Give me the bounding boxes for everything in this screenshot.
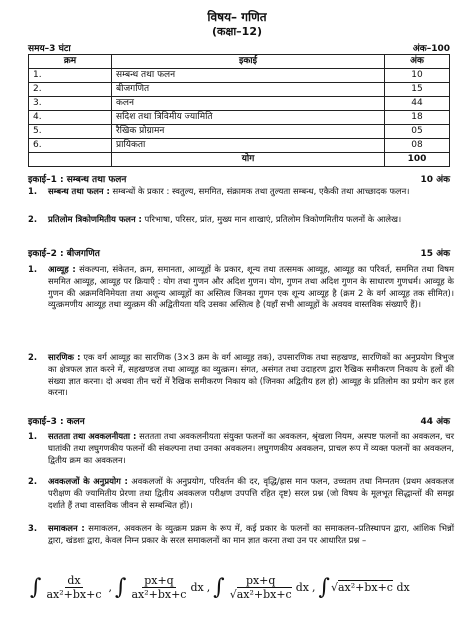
unit-marks: 15 अंक — [420, 249, 450, 259]
table-cell: 10 — [385, 69, 450, 83]
table-cell: 4. — [29, 111, 112, 125]
list-item — [28, 431, 454, 466]
item-text: सम्बन्धों के प्रकार : स्वतुल्य, सममित, संक्रामक तथा तुल्यता सम्बन्ध, एकैकी तथा आच्छादक फलन। — [109, 186, 410, 196]
item-lead: अवकलजों के अनुप्रयोग : — [48, 476, 128, 486]
integral-sign: ∫ — [213, 574, 225, 600]
list-item — [28, 214, 454, 226]
class-title: (कक्षा–12) — [211, 25, 263, 38]
time-label: समय–3 घंटा — [28, 44, 71, 54]
item-lead: सम्बन्ध तथा फलन : — [48, 186, 110, 196]
list-item — [28, 264, 454, 311]
table-row — [29, 97, 450, 111]
item-text: एक वर्ग आव्यूह का सारणिक (3×3 क्रम के वर्ग आव्यूह तक), उपसारणिक तथा सहखण्ड, सारणिकों का अनुप्रयोग त्रिभुज का क्षेत्रफल ज्ञात करने में, सहखण्डज तथा आव्यूह का व्युत्क्रम। संगत, असंगत तथा उदाहरण द्वारा रैखिक समीकरण निकाय के हलों की संख्या ज्ञात करना। दो अथवा तीन चरों में रैखिक समीकरण निकाय को (जिनका अद्वितीय हल हो) आव्यूह के प्रतिलोम का प्रयोग कर हल करना। — [48, 352, 454, 398]
item-number: 1. — [28, 264, 38, 274]
table-cell: कलन — [112, 97, 385, 111]
table-cell: 6. — [29, 139, 112, 153]
table-row — [29, 69, 450, 83]
table-cell: 18 — [385, 111, 450, 125]
item-text: सततता तथा अवकलनीयता संयुक्त फलनों का अवकलन, श्रृंखला नियम, अस्पष्ट फलनों का अवकलन, चर घातांकी तथा लघुगणकीय फलनों की संकल्पना तथा उनका अवकलन। लघुगणकीय अवकलन, प्राचल रूप में व्यक्त फलनों का अवकलन, द्वितीय क्रम का अवकलन। — [48, 431, 455, 465]
list-item — [28, 523, 454, 547]
item-lead: आव्यूह : — [48, 264, 76, 274]
unit-marks: 44 अंक — [420, 417, 450, 427]
subject-title: विषय– गणित — [207, 10, 267, 24]
table-cell: रैखिक प्रोग्रामन — [112, 125, 385, 139]
max-marks-label: अंक–100 — [412, 44, 450, 54]
exam-meta — [28, 41, 450, 54]
item-number: 3. — [28, 523, 38, 533]
table-row — [29, 111, 450, 125]
unit-title: इकाई–2 : बीजगणित — [28, 249, 100, 259]
table-total-row — [29, 153, 450, 167]
table-cell — [29, 153, 112, 167]
item-number: 2. — [28, 476, 38, 486]
item-text: समाकलन, अवकलन के व्युत्क्रम प्रक्रम के रूप में, कई प्रकार के फलनों का समाकलन–प्रतिस्थापन द्वारा, आंशिक भिन्नों द्वारा, खंडशः द्वारा, केवल निम्न प्रकार के सरल समाकलनों का मान ज्ञात करना तथा उन पर आधारित प्रश्न – — [48, 523, 454, 545]
table-cell: 15 — [385, 83, 450, 97]
item-number: 1. — [28, 431, 38, 441]
table-row — [29, 83, 450, 97]
table-row — [29, 139, 450, 153]
unit-heading — [28, 172, 450, 185]
item-lead: सततता तथा अवकलनीयता : — [48, 431, 137, 441]
table-cell: 5. — [29, 125, 112, 139]
item-number: 2. — [28, 214, 38, 224]
table-cell: 2. — [29, 83, 112, 97]
table-cell: 05 — [385, 125, 450, 139]
table-cell: सदिश तथा त्रिविमीय ज्यामिति — [112, 111, 385, 125]
item-lead: प्रतिलोम त्रिकोणमितीय फलन : — [48, 214, 142, 224]
table-cell: 1. — [29, 69, 112, 83]
integral-formulas: ∫ $\frac{dx}{\text{ax²+bx+c}}$ , ∫ $\frac{px+q}{\text{ax²+bx+c}}$ dx , ∫ $\frac{px+q}{\text{√ax²+bx+c}}$ dx , ∫ √ax²+bx+c dx — [30, 574, 410, 601]
table-cell: 08 — [385, 139, 450, 153]
integral-sign: ∫ — [114, 574, 127, 600]
item-lead: सारणिक : — [48, 352, 81, 362]
item-text: परिभाषा, परिसर, प्रांत, मुख्य मान शाखाएं, प्रतिलोम त्रिकोणमितीय फलनों के आलेख। — [141, 214, 402, 224]
unit-heading — [28, 246, 450, 259]
column-header: अंक — [385, 55, 450, 69]
unit-title: इकाई–1 : सम्बन्ध तथा फलन — [28, 175, 127, 185]
table-cell: 3. — [29, 97, 112, 111]
total-label: योग — [112, 153, 385, 167]
table-row — [29, 125, 450, 139]
table-header-row — [29, 55, 450, 69]
list-item — [28, 476, 454, 511]
list-item — [28, 186, 454, 198]
column-header: इकाई — [112, 55, 385, 69]
item-number: 1. — [28, 186, 38, 196]
syllabus-table — [28, 54, 450, 167]
fraction: $\frac{px+q}{\text{√ax²+bx+c}}$ — [229, 574, 292, 601]
item-text: संकल्पना, संकेतन, क्रम, समानता, आव्यूहों के प्रकार, शून्य तथा तत्समक आव्यूह, आव्यूह का परिवर्त, सममित तथा विषम सममित आव्यूह, आव्यूह पर क्रियाएँ : योग तथा गुणन और अदिश गुणन। योग, गुणन तथा अदिश गुणन के साधारण गुणधर्म। आव्यूह के गुणन की अक्रमविनिमेयता तथा अशून्य आव्यूहों का अस्तित्व जिनका गुणन एक शून्य आव्यूह है (क्रम 2 के वर्ग आव्यूह तक सीमित)। व्युत्क्रमणीय आव्यूह तथा व्युत्क्रम की अद्वितीयता यदि उसका अस्तित्व है (यहाँ सभी आव्यूहों के अवयव वास्तविक संख्याएँ हैं)। — [48, 264, 454, 310]
integral-sign: ∫ — [30, 574, 42, 600]
fraction: $\frac{px+q}{\text{ax²+bx+c}}$ — [131, 574, 187, 601]
unit-title: इकाई–3 : कलन — [28, 417, 85, 427]
table-cell: सम्बन्ध तथा फलन — [112, 69, 385, 83]
total-value: 100 — [385, 153, 450, 167]
fraction: $\frac{dx}{\text{ax²+bx+c}}$ — [46, 574, 102, 601]
column-header: क्रम — [29, 55, 112, 69]
table-cell: 44 — [385, 97, 450, 111]
item-lead: समाकलन : — [48, 523, 85, 533]
integral-sign: ∫ — [318, 574, 330, 600]
unit-heading — [28, 414, 450, 427]
item-text: अवकलजों के अनुप्रयोग, परिवर्तन की दर, वृद्धि/ह्रास मान फलन, उच्चतम तथा निम्नतम (प्रथम अवकलज परीक्षण की ज्यामितीय प्रेरणा तथा द्वितीय अवकलज परीक्षण उपपत्ति रहित दृष्ट) सरल प्रश्न (जो विषय के मूलभूत सिद्धान्तों की समझ दर्शाते हैं तथा वास्तविक जीवन से सम्बन्धित हों)। — [48, 476, 454, 510]
table-cell: बीजगणित — [112, 83, 385, 97]
item-number: 2. — [28, 352, 38, 362]
radical: √ax²+bx+c — [330, 581, 393, 594]
list-item — [28, 352, 454, 399]
table-cell: प्रायिकता — [112, 139, 385, 153]
unit-marks: 10 अंक — [420, 175, 450, 185]
